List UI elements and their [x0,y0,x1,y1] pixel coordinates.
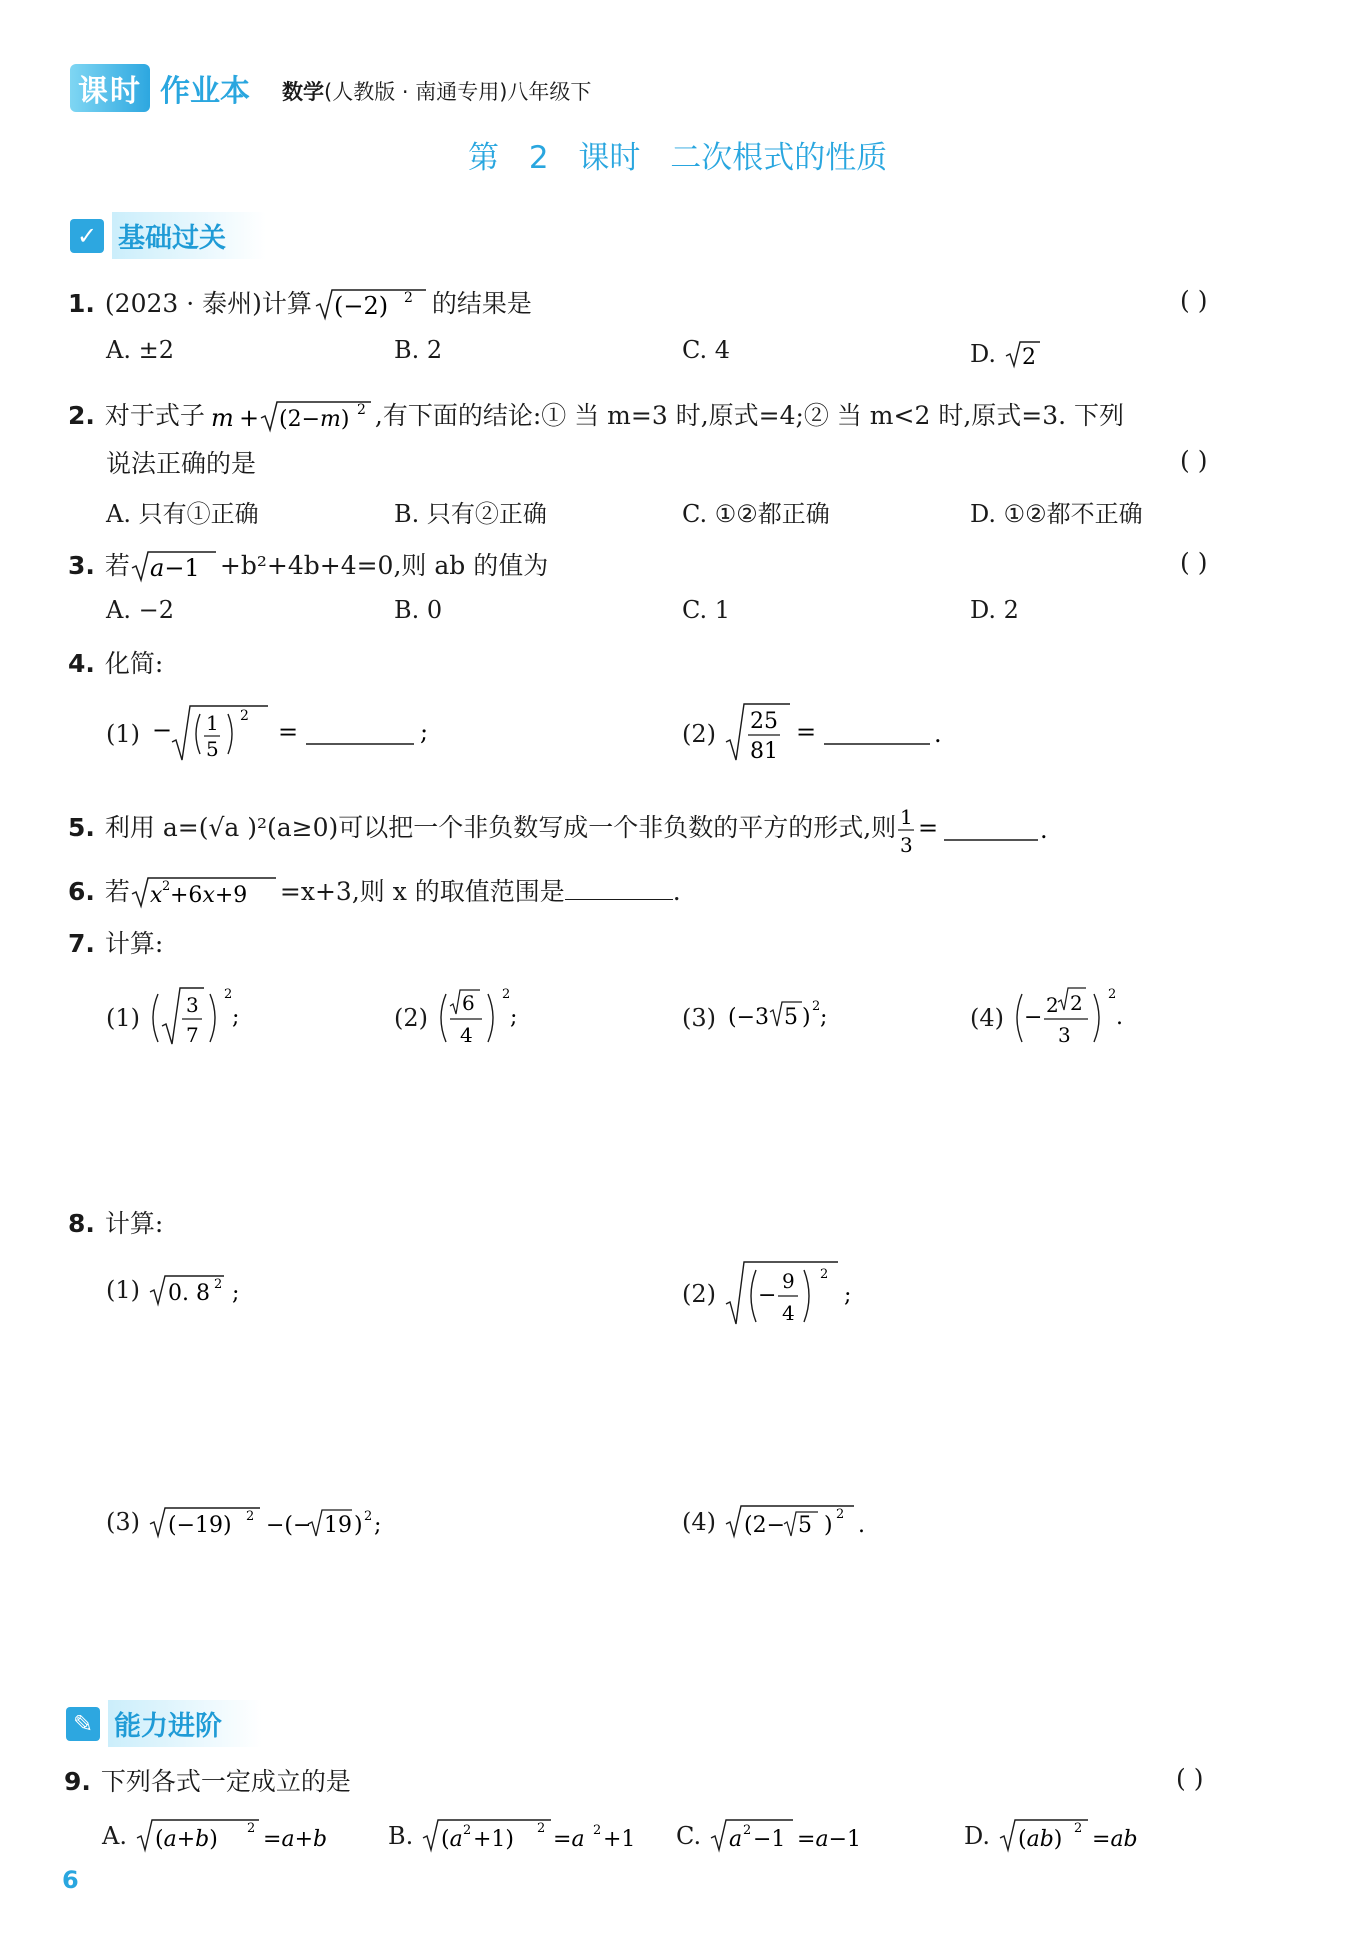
svg-text:=a: =a [552,1827,585,1852]
svg-text:2: 2 [223,987,232,1002]
svg-text:3: 3 [185,993,199,1017]
svg-text:): ) [823,1513,833,1538]
svg-text:(ab): (ab) [1017,1827,1063,1852]
question-7 [68,924,163,960]
svg-text:+1): +1) [472,1827,514,1852]
part-label: (2) [682,1280,716,1308]
q1-tail: 的结果是 [431,289,532,318]
svg-text:2: 2 [501,987,510,1002]
q8-part-1 [106,1270,258,1310]
question-1 [68,284,532,322]
q1-option-b: B. 2 [394,336,443,364]
q8-2-formula [724,1256,864,1332]
section-basic-label: 基础过关 [112,212,266,259]
q2-text-a: 对于式子 [104,401,205,430]
brand-logo [70,68,250,108]
q1-option-d [970,338,1044,370]
answer-bracket: ( ) [1180,286,1208,315]
q2-option-c: C. ①②都正确 [682,500,830,528]
q3-option-a: A. −2 [106,596,174,624]
q1-source: (2023 · 泰州)计算 [104,289,312,318]
svg-text:;: ; [843,1283,852,1308]
q3-pre: 若 [104,551,130,580]
q7-part-3 [682,982,874,1052]
svg-text:(2−m): (2−m) [278,407,350,432]
q2-option-a: A. 只有①正确 [106,500,259,528]
option-letter: D. [964,1822,991,1850]
svg-text:(a+b): (a+b) [154,1827,218,1852]
question-5 [68,800,1046,860]
svg-text:3: 3 [1057,1023,1071,1047]
q1-formula [312,286,432,322]
svg-text:.: . [1040,816,1048,844]
svg-text:2: 2 [536,1821,546,1836]
svg-text:2: 2 [1021,345,1036,370]
q3-option-b: B. 0 [394,596,443,624]
q8-text: 计算: [104,1209,164,1238]
q7-part-4 [970,982,1162,1052]
svg-text:2: 2 [245,1509,254,1524]
q9-a-formula [135,1816,345,1856]
q1-option-a: A. ±2 [106,336,174,364]
section-basic [70,212,266,259]
question-number: 9. [64,1767,91,1796]
svg-text:+6x+9: +6x+9 [169,883,248,908]
q7-text: 计算: [104,929,164,958]
q6-pre: 若 [104,877,130,906]
q2-option-d: D. ①②都不正确 [970,500,1143,528]
q2-line2: 说法正确的是 [106,449,257,478]
svg-text:+1: +1 [602,1827,636,1852]
svg-text:2: 2 [1107,987,1116,1002]
q8-4-formula [724,1502,924,1542]
q9-option-b [388,1816,671,1856]
svg-text:.: . [857,1513,865,1538]
q3-option-d: D. 2 [970,596,1019,624]
sqrt-2-formula [1004,338,1044,370]
option-letter: A. [102,1822,127,1850]
question-6: 6. 若 x 2 +6x+9 =x+3,则 x 的取值范围是 . [68,872,681,910]
svg-text:2: 2 [363,1509,372,1524]
svg-text:2: 2 [239,708,249,724]
svg-text:2: 2 [1045,993,1059,1017]
svg-text:=ab: =ab [1091,1827,1138,1852]
svg-text:2: 2 [246,1821,255,1836]
svg-text:4: 4 [781,1301,795,1325]
q8-1-formula [148,1270,258,1310]
q7-4-formula [1012,982,1162,1052]
question-number: 5. [68,813,95,842]
q9-option-a [102,1816,345,1856]
pencil-icon: ✎ [66,1707,100,1741]
q6-answer-blank[interactable] [565,879,673,900]
svg-text:−: − [757,1283,777,1308]
svg-text:2: 2 [835,1507,844,1522]
q9-option-c [676,1816,899,1856]
svg-text:2: 2 [742,1823,752,1838]
answer-bracket: ( ) [1176,1764,1204,1793]
lesson-title: 第 2 课时 二次根式的性质 [468,140,888,176]
svg-text:=a+b: =a+b [262,1827,327,1852]
svg-text:a: a [728,1827,742,1852]
svg-text:2: 2 [1073,1821,1082,1836]
svg-text:;: ; [231,1281,240,1306]
svg-text:;: ; [819,1005,828,1030]
svg-text:;: ; [373,1513,382,1538]
question-3 [68,546,548,584]
svg-text:m: m [210,404,234,432]
q7-1-formula [148,982,258,1052]
svg-text:): ) [353,1513,363,1538]
q5-formula [896,800,1046,860]
svg-text:7: 7 [185,1023,199,1047]
q7-3-formula [724,982,874,1052]
svg-text:2: 2 [356,402,366,418]
section-advanced-label: 能力进阶 [108,1700,262,1747]
part-label: (1) [106,1004,140,1032]
q5-text: 利用 a=(√a )²(a≥0)可以把一个非负数写成一个非负数的平方的形式,则 [104,813,897,842]
q9-option-d [964,1816,1168,1856]
svg-text:2: 2 [819,1267,828,1282]
q4-1-formula [148,698,448,768]
answer-bracket: ( ) [1180,548,1208,577]
svg-text:−(−: −(− [265,1513,312,1538]
svg-text:−: − [151,716,172,744]
svg-text:=: = [795,718,816,746]
question-number: 7. [68,929,95,958]
part-label: (4) [970,1004,1004,1032]
svg-text:81: 81 [749,739,778,764]
svg-text:3: 3 [900,833,913,857]
svg-text:(−19): (−19) [167,1513,232,1538]
svg-text:(2−: (2− [743,1513,785,1538]
svg-text:2: 2 [213,1277,222,1292]
question-9 [64,1762,351,1798]
svg-text:4: 4 [459,1023,473,1047]
q4-part-2 [682,698,964,768]
q1-option-c: C. 4 [682,336,731,364]
q7-part-1 [106,982,258,1052]
part-label: (3) [682,1004,716,1032]
part-label: (3) [106,1508,140,1536]
q3-option-c: C. 1 [682,596,731,624]
q2-text-b: ,有下面的结论:① 当 m=3 时,原式=4;② 当 m<2 时,原式=3. 下列 [374,401,1125,430]
answer-bracket: ( ) [1180,446,1208,475]
svg-text:a−1: a−1 [149,554,200,582]
svg-text:2: 2 [1069,991,1083,1015]
edition: (人教版 · 南通专用)八年级下 [324,80,592,104]
part-label: (2) [682,720,716,748]
q7-part-2 [394,982,546,1052]
svg-text:5: 5 [205,737,219,761]
page-number: 6 [62,1866,79,1894]
svg-text:x: x [149,883,163,908]
svg-text:2: 2 [161,879,171,894]
svg-text:=a−1: =a−1 [796,1827,861,1852]
svg-text:.: . [933,720,942,748]
svg-text:0. 8: 0. 8 [167,1281,210,1306]
q8-part-3 [106,1502,448,1542]
part-label: (1) [106,1276,140,1304]
q8-part-2 [682,1256,864,1332]
svg-text:2: 2 [403,290,413,306]
part-label: (4) [682,1508,716,1536]
q7-2-formula [436,982,546,1052]
check-icon: ✓ [70,219,104,253]
svg-text:): ) [801,1005,811,1030]
question-2 [68,396,1124,434]
svg-text:=: = [918,814,939,842]
q2-option-b: B. 只有②正确 [394,500,547,528]
svg-text:+: + [238,404,260,432]
question-number: 2. [68,401,95,430]
option-letter: B. [388,1822,414,1850]
svg-text:25: 25 [749,709,778,734]
svg-text:;: ; [419,718,428,746]
svg-text:9: 9 [781,1269,795,1293]
svg-text:(−3: (−3 [727,1005,769,1030]
svg-text:19: 19 [323,1513,352,1538]
svg-text:−1: −1 [752,1827,786,1852]
svg-text:6: 6 [461,991,475,1015]
logo-badge: 课时 [70,64,150,112]
svg-text:2: 2 [811,999,820,1014]
q6-post: =x+3,则 x 的取值范围是 [279,877,565,906]
svg-text:;: ; [231,1005,240,1030]
q6-sqrt [130,874,280,910]
svg-text:2: 2 [592,1823,602,1838]
question-number: 1. [68,289,95,318]
svg-text:−: − [1023,1005,1043,1030]
question-number: 3. [68,551,95,580]
svg-text:;: ; [509,1005,518,1030]
q8-3-formula [148,1502,448,1542]
q9-text: 下列各式一定成立的是 [100,1767,351,1796]
question-number: 8. [68,1209,95,1238]
question-8 [68,1204,163,1240]
svg-text:(a: (a [440,1827,463,1852]
q4-2-formula [724,698,964,768]
q9-c-formula [709,1816,899,1856]
q8-part-4 [682,1502,924,1542]
q3-post: +b²+4b+4=0,则 ab 的值为 [219,551,549,580]
part-label: (1) [106,720,140,748]
q3-sqrt [130,548,220,584]
svg-text:1: 1 [900,805,913,829]
question-4 [68,644,163,680]
q9-d-formula [998,1816,1168,1856]
question-number: 6. [68,877,95,906]
subject: 数学 [282,80,324,104]
subject-line [282,76,591,106]
svg-text:1: 1 [205,711,219,735]
svg-text:(−2): (−2) [333,292,388,320]
svg-text:5: 5 [783,1005,798,1030]
option-letter: D. [970,340,997,368]
q4-text: 化简: [104,649,164,678]
svg-text:5: 5 [797,1513,812,1538]
q4-part-1 [106,698,448,768]
svg-text:=: = [277,718,298,746]
svg-text:2: 2 [462,1823,472,1838]
logo-text: 作业本 [160,74,250,109]
section-advanced [66,1700,262,1747]
svg-text:.: . [1115,1005,1123,1030]
q9-b-formula [421,1816,671,1856]
option-letter: C. [676,1822,702,1850]
part-label: (2) [394,1004,428,1032]
question-number: 4. [68,649,95,678]
q2-formula [205,398,375,434]
